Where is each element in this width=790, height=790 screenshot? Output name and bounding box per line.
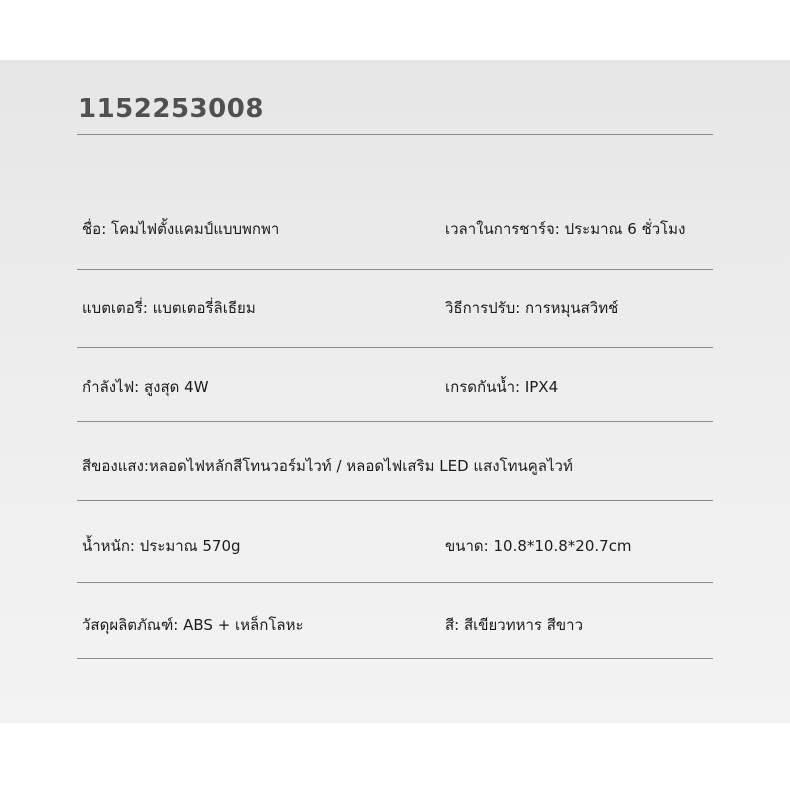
spec-color: สี: สีเขียวทหาร สีขาว [445, 616, 584, 634]
spec-material: วัสดุผลิตภัณฑ์: ABS + เหล็กโลหะ [82, 616, 304, 634]
row-divider [77, 500, 713, 501]
row-divider [77, 582, 713, 583]
row-divider [77, 269, 713, 270]
spec-light-color: สีของแสง:หลอดไฟหลักสีโทนวอร์มไวท์ / หลอดไฟเสริม LED แสงโทนคูลไวท์ [82, 457, 573, 475]
spec-name: ชื่อ: โคมไฟตั้งแคมป์แบบพกพา [82, 220, 280, 238]
row-divider [77, 347, 713, 348]
row-divider [77, 658, 713, 659]
spec-adjust-method: วิธีการปรับ: การหมุนสวิทช์ [445, 299, 619, 317]
spec-waterproof: เกรดกันน้ำ: IPX4 [445, 378, 559, 396]
spec-charge-time: เวลาในการชาร์จ: ประมาณ 6 ชั่วโมง [445, 220, 686, 238]
spec-battery: แบตเตอรี่: แบตเตอรี่ลิเธียม [82, 299, 256, 317]
spec-power: กำลังไฟ: สูงสุด 4W [82, 378, 209, 396]
title-divider [77, 134, 713, 135]
spec-size: ขนาด: 10.8*10.8*20.7cm [445, 537, 632, 555]
spec-weight: น้ำหนัก: ประมาณ 570g [82, 537, 241, 555]
row-divider [77, 421, 713, 422]
model-number: 1152253008 [78, 94, 264, 124]
